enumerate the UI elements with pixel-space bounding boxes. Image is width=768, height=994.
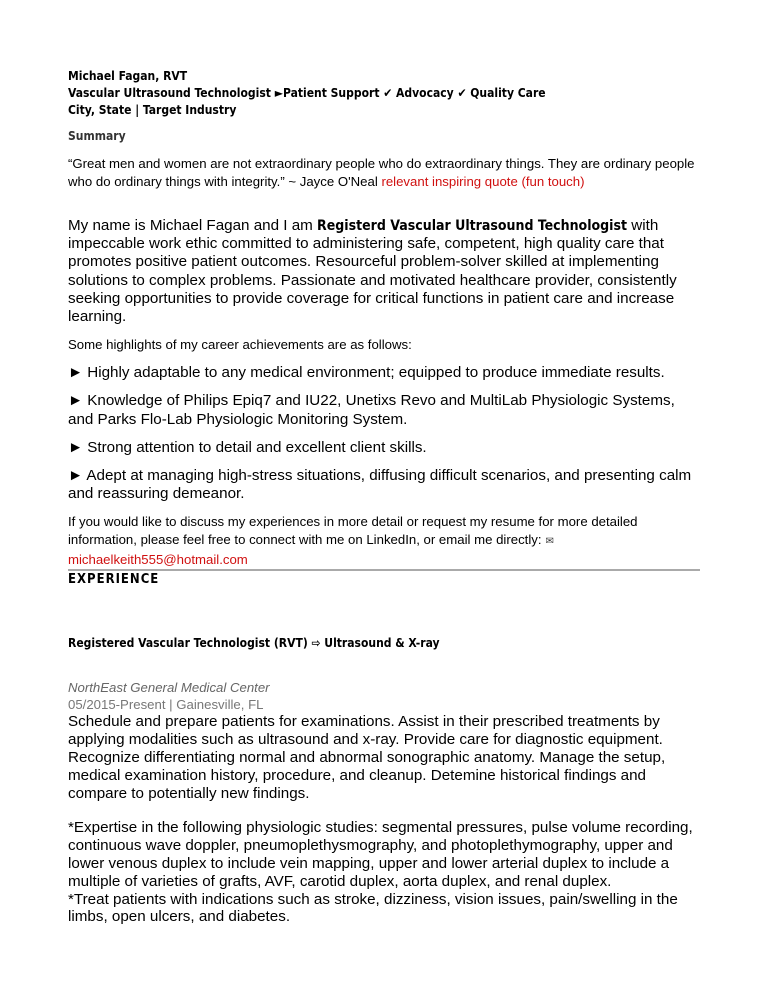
intro-bold: Registerd Vascular Ultrasound Technologist bbox=[317, 218, 628, 234]
intro-paragraph bbox=[68, 217, 700, 326]
job-description: Schedule and prepare patients for examinations. Assist in their prescribed treatments by applying modalities such as ultrasound and x-ray. Provide care for diagnostic equipment. Recognize differentiating normal and abnormal sonographic anatomy. Manage the setup, medical examination history, procedure, and cleanup. Detemine historical findings and compare to potentially new findings. bbox=[68, 713, 666, 802]
highlight-item: ► Knowledge of Philips Epiq7 and IU22, Unetixs Revo and MultiLab Physiologic Systems, and Parks Flo-Lab Physiologic Monitoring System. bbox=[68, 392, 675, 428]
quote bbox=[68, 155, 700, 191]
quote-note: relevant inspiring quote (fun touch) bbox=[381, 174, 585, 189]
email-link[interactable]: michaelkeith555@hotmail.com bbox=[68, 552, 248, 568]
resume-page bbox=[68, 68, 700, 926]
headline bbox=[68, 85, 700, 102]
highlights-intro: Some highlights of my career achievements are as follows: bbox=[68, 337, 412, 353]
expertise-paragraph: *Expertise in the following physiologic studies: segmental pressures, pulse volume recording, continuous wave doppler, pneumoplethysmography, and photoplethymography, upper and lower venous duplex to include vein mapping, upper and lower arterial duplex to include a multiple of varieties of grafts, AVF, carotid duplex, aorta duplex, and renal duplex. bbox=[68, 819, 693, 890]
highlight-item: ► Adept at managing high-stress situations, diffusing difficult scenarios, and presenting calm and reassuring demeanor. bbox=[68, 467, 692, 503]
mail-icon: ✉ bbox=[545, 536, 554, 548]
arrow-icon: ► bbox=[274, 86, 283, 100]
summary-heading: Summary bbox=[68, 129, 126, 143]
headline-items: Patient Support ✔ Advocacy ✔ Quality Care bbox=[283, 86, 546, 100]
quote-text: “Great men and women are not extraordinary people who do extraordinary things. They are ordinary people who do ordinary things with integrity.” ~ Jayce O'Neal bbox=[68, 156, 695, 189]
company-name: NorthEast General Medical Center bbox=[68, 680, 270, 696]
job-title: Registered Vascular Technologist (RVT) ⇨ Ultrasound & X-ray bbox=[68, 636, 440, 651]
highlight-item: ► Strong attention to detail and excellent client skills. bbox=[68, 438, 427, 456]
highlight-item: ► Highly adaptable to any medical environment; equipped to produce immediate results. bbox=[68, 364, 665, 382]
treats-paragraph: *Treat patients with indications such as stroke, dizziness, vision issues, pain/swelling in the limbs, open ulcers, and diabetes. bbox=[68, 890, 678, 926]
contact-text: If you would like to discuss my experiences in more detail or request my resume for more detailed information, please feel free to connect with me on LinkedIn, or email me directly: bbox=[68, 514, 638, 548]
intro-pre: My name is Michael Fagan and I am bbox=[68, 217, 313, 234]
contact-paragraph bbox=[68, 513, 700, 569]
header-block bbox=[68, 68, 700, 119]
intro-post: with impeccable work ethic committed to administering safe, competent, high quality care that promotes positive patient outcomes. Resourceful problem-solver skilled at implementing solutions to complex problems. Passionate and motivated healthcare provider, consistently seeking opportunities to provide coverage for critical functions in patient care and increase learning. bbox=[68, 217, 677, 326]
headline-title: Vascular Ultrasound Technologist bbox=[68, 86, 271, 100]
job-dates-location: 05/2015-Present | Gainesville, FL bbox=[68, 697, 264, 713]
candidate-name: Michael Fagan, RVT bbox=[68, 69, 188, 83]
location-line: City, State | Target Industry bbox=[68, 103, 237, 117]
experience-heading: EXPERIENCE bbox=[68, 572, 160, 588]
